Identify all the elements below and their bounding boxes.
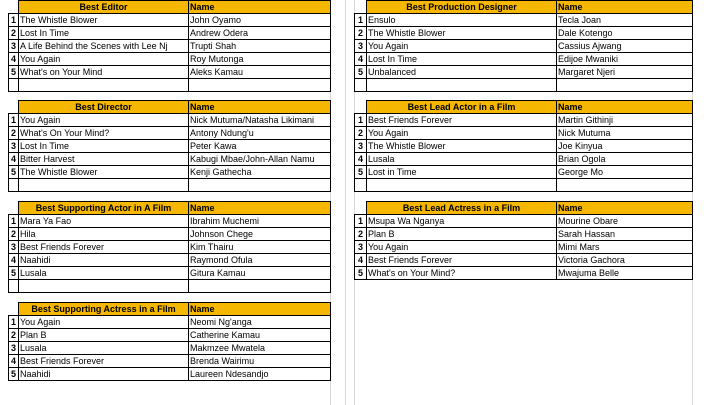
film-title: What's On Your Mind? xyxy=(19,127,189,140)
row-number: 3 xyxy=(9,241,19,254)
nominee-name: Tecla Joan xyxy=(557,14,693,27)
table-row[interactable] xyxy=(9,316,331,329)
nominee-name: Martin Githinji xyxy=(557,114,693,127)
table-row[interactable] xyxy=(9,241,331,254)
award-table-best-director xyxy=(8,100,331,192)
table-row[interactable] xyxy=(355,114,693,127)
film-title: You Again xyxy=(367,40,557,53)
table-row[interactable] xyxy=(355,14,693,27)
row-number: 4 xyxy=(9,254,19,267)
nominee-name: Gitura Kamau xyxy=(189,267,331,280)
nominee-name: Mimi Mars xyxy=(557,241,693,254)
film-title: The Whistle Blower xyxy=(19,166,189,179)
row-number: 2 xyxy=(355,228,367,241)
table-row[interactable] xyxy=(355,215,693,228)
nominee-name: Makmzee Mwatela xyxy=(189,342,331,355)
film-title: Mara Ya Fao xyxy=(19,215,189,228)
nominee-name: Brenda Wairimu xyxy=(189,355,331,368)
name-header: Name xyxy=(557,101,693,114)
name-header: Name xyxy=(557,1,693,14)
film-title: You Again xyxy=(19,53,189,66)
nominee-name: Peter Kawa xyxy=(189,140,331,153)
film-title: Lost In Time xyxy=(19,140,189,153)
film-title: Naahidi xyxy=(19,368,189,381)
nominee-name: Brian Ogola xyxy=(557,153,693,166)
nominee-name: Kabugi Mbae/John-Allan Namu xyxy=(189,153,331,166)
nominee-name: Roy Mutonga xyxy=(189,53,331,66)
spacer-row xyxy=(9,179,331,192)
row-number: 4 xyxy=(355,53,367,66)
table-row[interactable] xyxy=(355,228,693,241)
film-title: Bitter Harvest xyxy=(19,153,189,166)
nominee-name: Kim Thairu xyxy=(189,241,331,254)
table-row[interactable] xyxy=(355,40,693,53)
name-header: Name xyxy=(189,1,331,14)
nominee-name: George Mo xyxy=(557,166,693,179)
film-title: Ensulo xyxy=(367,14,557,27)
row-number: 2 xyxy=(9,228,19,241)
nominee-name: Antony Ndung'u xyxy=(189,127,331,140)
row-number: 4 xyxy=(9,53,19,66)
row-number: 2 xyxy=(355,127,367,140)
row-number: 1 xyxy=(9,215,19,228)
row-number: 1 xyxy=(355,215,367,228)
category-header: Best Lead Actor in a Film xyxy=(367,101,557,114)
row-number: 2 xyxy=(9,127,19,140)
nominee-name: Andrew Odera xyxy=(189,27,331,40)
table-row[interactable] xyxy=(355,254,693,267)
row-number: 4 xyxy=(9,153,19,166)
row-number: 1 xyxy=(9,114,19,127)
nominee-name: Nick Mutuma/Natasha Likimani xyxy=(189,114,331,127)
film-title: Best Friends Forever xyxy=(19,241,189,254)
film-title: The Whistle Blower xyxy=(19,14,189,27)
film-title: You Again xyxy=(367,241,557,254)
category-header: Best Lead Actress in a Film xyxy=(367,202,557,215)
row-number: 3 xyxy=(9,342,19,355)
row-number: 2 xyxy=(9,27,19,40)
category-header: Best Supporting Actress in a Film xyxy=(19,303,189,316)
film-title: A Life Behind the Scenes with Lee Nj xyxy=(19,40,189,53)
nominee-name: Victoria Gachora xyxy=(557,254,693,267)
table-row[interactable] xyxy=(9,140,331,153)
film-title: Plan B xyxy=(367,228,557,241)
row-number: 5 xyxy=(355,267,367,280)
table-row[interactable] xyxy=(9,215,331,228)
row-number: 4 xyxy=(9,355,19,368)
table-row[interactable] xyxy=(9,53,331,66)
table-row[interactable] xyxy=(9,114,331,127)
film-title: Msupa Wa Nganya xyxy=(367,215,557,228)
nominee-name: Kenji Gathecha xyxy=(189,166,331,179)
film-title: You Again xyxy=(367,127,557,140)
name-header: Name xyxy=(189,202,331,215)
row-number: 5 xyxy=(9,368,19,381)
film-title: What's on Your Mind xyxy=(19,66,189,79)
row-number: 2 xyxy=(355,27,367,40)
row-number: 3 xyxy=(355,241,367,254)
category-header: Best Supporting Actor in A Film xyxy=(19,202,189,215)
name-header: Name xyxy=(189,303,331,316)
film-title: Lost In Time xyxy=(367,53,557,66)
nominee-name: Nick Mutuma xyxy=(557,127,693,140)
nominee-name: Aleks Kamau xyxy=(189,66,331,79)
film-title: You Again xyxy=(19,316,189,329)
table-row[interactable] xyxy=(9,228,331,241)
table-row[interactable] xyxy=(9,66,331,79)
award-table-best-lead-actor xyxy=(354,100,693,192)
film-title: Lusala xyxy=(367,153,557,166)
film-title: Lusala xyxy=(19,342,189,355)
row-number: 3 xyxy=(9,40,19,53)
nominee-name: Trupti Shah xyxy=(189,40,331,53)
name-header: Name xyxy=(557,202,693,215)
award-table-best-lead-actress xyxy=(354,201,693,280)
category-header: Best Editor xyxy=(19,1,189,14)
row-number: 1 xyxy=(355,14,367,27)
film-title: Lost in Time xyxy=(367,166,557,179)
nominee-name: Mwajuma Belle xyxy=(557,267,693,280)
table-row[interactable] xyxy=(9,153,331,166)
award-table-best-supporting-actor xyxy=(8,201,331,293)
film-title: Plan B xyxy=(19,329,189,342)
table-row[interactable] xyxy=(9,254,331,267)
film-title: Best Friends Forever xyxy=(19,355,189,368)
award-table-best-editor xyxy=(8,0,331,92)
film-title: Naahidi xyxy=(19,254,189,267)
spacer-row xyxy=(355,79,693,92)
spacer-row xyxy=(9,280,331,293)
row-number: 1 xyxy=(9,316,19,329)
row-number: 1 xyxy=(355,114,367,127)
table-row[interactable] xyxy=(9,342,331,355)
table-row[interactable] xyxy=(355,66,693,79)
nominee-name: Catherine Kamau xyxy=(189,329,331,342)
nominee-name: Laureen Ndesandjo xyxy=(189,368,331,381)
spacer-row xyxy=(355,179,693,192)
nominee-name: Margaret Njeri xyxy=(557,66,693,79)
row-number: 5 xyxy=(9,267,19,280)
name-header: Name xyxy=(189,101,331,114)
award-table-best-production-designer xyxy=(354,0,693,92)
nominee-name: John Oyamo xyxy=(189,14,331,27)
category-header: Best Production Designer xyxy=(367,1,557,14)
nominee-name: Edijoe Mwaniki xyxy=(557,53,693,66)
row-number: 5 xyxy=(9,66,19,79)
nominee-name: Dale Kotengo xyxy=(557,27,693,40)
nominee-name: Mourine Obare xyxy=(557,215,693,228)
row-number: 4 xyxy=(355,153,367,166)
nominee-name: Sarah Hassan xyxy=(557,228,693,241)
table-row[interactable] xyxy=(355,140,693,153)
row-number: 3 xyxy=(355,40,367,53)
grid-line xyxy=(345,0,346,405)
table-row[interactable] xyxy=(9,355,331,368)
award-table-best-supporting-actress xyxy=(8,302,331,381)
film-title: Lost In Time xyxy=(19,27,189,40)
nominee-name: Neomi Ng'anga xyxy=(189,316,331,329)
table-row[interactable] xyxy=(355,153,693,166)
table-row[interactable] xyxy=(9,329,331,342)
film-title: You Again xyxy=(19,114,189,127)
table-row[interactable] xyxy=(355,53,693,66)
table-row[interactable] xyxy=(355,166,693,179)
film-title: Best Friends Forever xyxy=(367,254,557,267)
row-number: 2 xyxy=(9,329,19,342)
table-row[interactable] xyxy=(9,166,331,179)
nominee-name: Cassius Ajwang xyxy=(557,40,693,53)
table-row[interactable] xyxy=(355,27,693,40)
table-row[interactable] xyxy=(9,368,331,381)
table-row[interactable] xyxy=(9,127,331,140)
row-number: 3 xyxy=(9,140,19,153)
row-number: 3 xyxy=(355,140,367,153)
table-row[interactable] xyxy=(9,267,331,280)
film-title: The Whistle Blower xyxy=(367,27,557,40)
table-row[interactable] xyxy=(9,14,331,27)
table-row[interactable] xyxy=(355,267,693,280)
film-title: Best Friends Forever xyxy=(367,114,557,127)
row-number: 5 xyxy=(355,66,367,79)
row-number: 1 xyxy=(9,14,19,27)
category-header: Best Director xyxy=(19,101,189,114)
table-row[interactable] xyxy=(355,241,693,254)
nominee-name: Joe Kinyua xyxy=(557,140,693,153)
film-title: Lusala xyxy=(19,267,189,280)
table-row[interactable] xyxy=(9,27,331,40)
row-number: 5 xyxy=(355,166,367,179)
table-row[interactable] xyxy=(9,40,331,53)
nominee-name: Raymond Ofula xyxy=(189,254,331,267)
row-number: 4 xyxy=(355,254,367,267)
film-title: The Whistle Blower xyxy=(367,140,557,153)
row-number: 5 xyxy=(9,166,19,179)
spacer-row xyxy=(9,79,331,92)
film-title: What's on Your Mind? xyxy=(367,267,557,280)
nominee-name: Ibrahim Muchemi xyxy=(189,215,331,228)
film-title: Hila xyxy=(19,228,189,241)
nominee-name: Johnson Chege xyxy=(189,228,331,241)
film-title: Unbalanced xyxy=(367,66,557,79)
table-row[interactable] xyxy=(355,127,693,140)
